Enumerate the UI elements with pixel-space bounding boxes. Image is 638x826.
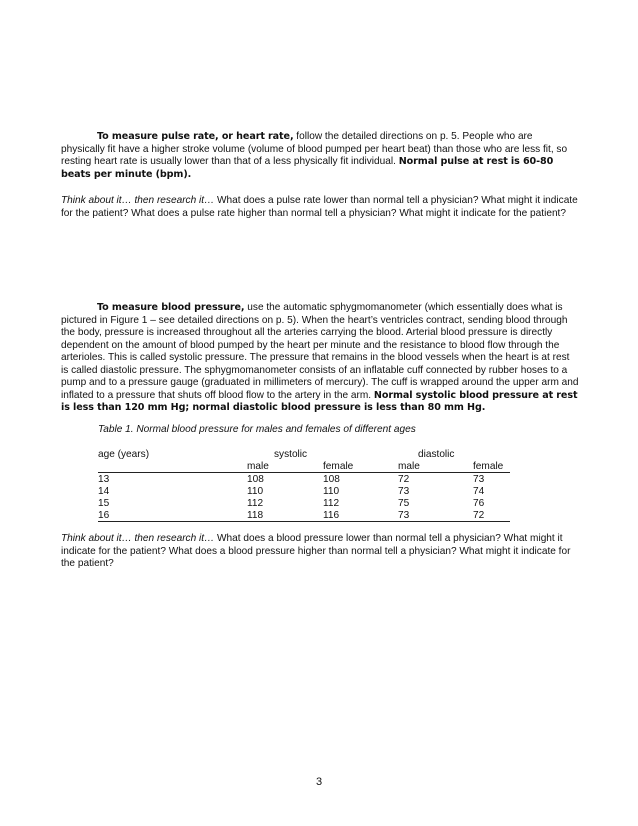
male-diastolic-cell: 73 (398, 486, 410, 497)
pulse-paragraph (61, 131, 579, 181)
think-prompt-2: Think about it… then research it… (61, 533, 215, 544)
male-systolic-cell: 118 (247, 510, 264, 521)
female-diastolic-header: female (473, 461, 504, 472)
female-diastolic-cell: 72 (473, 510, 485, 521)
think-prompt-1: Think about it… then research it… (61, 195, 215, 206)
female-systolic-cell: 112 (323, 498, 340, 509)
diastolic-header: diastolic (418, 449, 455, 460)
female-diastolic-cell: 73 (473, 474, 485, 485)
systolic-header: systolic (274, 449, 308, 460)
think-about-it-pulse (61, 195, 579, 220)
age-header: age (years) (98, 449, 150, 460)
male-diastolic-cell: 72 (398, 474, 410, 485)
age-cell: 13 (98, 474, 110, 485)
think-text-1: What does a pulse rate lower than normal tell a physician? What might it indicate for the patient? What does a pulse rate higher than normal tell a physician? What might it indicate for the patient? (61, 195, 578, 219)
male-systolic-cell: 110 (247, 486, 264, 497)
pulse-normal-range: Normal pulse at rest is 60-80 beats per minute (bpm). (61, 156, 554, 180)
bp-text: use the automatic sphygmomanometer (which essentially does what is pictured in Figure 1 – see detailed directions on p. 5). When the heart’s ventricles contract, sending blood through the body, pressure is increased throughout all the arteries carrying the blood. Arterial blood pressure is directly dependent on the amount of blood pumped by the heart per minute and the resistance to blood flow through the arterioles. This is called systolic pressure. The pressure that remains in the blood vessels when the heart is at rest is called diastolic pressure. The sphygmomanometer consists of an inflatable cuff connected by rubber hoses to a pump and to a pressure gauge (graduated in millimeters of mercury). The cuff is wrapped around the upper arm and inflated to a pressure that shuts off blood flow to the artery in the arm. (61, 302, 579, 401)
male-systolic-header: male (247, 461, 269, 472)
male-systolic-cell: 112 (247, 498, 264, 509)
think-text-2: What does a blood pressure lower than normal tell a physician? What might it indicate for the patient? What does a blood pressure higher than normal tell a physician? What might it indicate for the patient? (61, 533, 571, 569)
pulse-lead: To measure pulse rate, or heart rate, (97, 131, 294, 142)
male-systolic-cell: 108 (247, 474, 264, 485)
bottom-rule (98, 521, 510, 522)
male-diastolic-cell: 75 (398, 498, 410, 509)
table-caption: Table 1. Normal blood pressure for males and females of different ages (98, 424, 416, 435)
age-cell: 15 (98, 498, 110, 509)
blood-pressure-paragraph (61, 302, 579, 415)
female-systolic-cell: 116 (323, 510, 340, 521)
think-about-it-bp (61, 533, 579, 571)
female-systolic-cell: 110 (323, 486, 340, 497)
female-diastolic-cell: 76 (473, 498, 485, 509)
pulse-text: follow the detailed directions on p. 5. People who are physically fit have a higher stroke volume (volume of blood pumped per heart beat) than those who are less fit, so resting heart rate is usually lower than that of a less physically fit individual. (61, 131, 568, 167)
header-rule (98, 472, 510, 473)
female-systolic-cell: 108 (323, 474, 340, 485)
bp-lead: To measure blood pressure, (97, 302, 245, 313)
female-systolic-header: female (323, 461, 354, 472)
male-diastolic-header: male (398, 461, 420, 472)
bp-normal-range: Normal systolic blood pressure at rest is less than 120 mm Hg; normal diastolic blood pressure is less than 80 mm Hg. (61, 389, 578, 413)
page-number: 3 (315, 776, 323, 788)
male-diastolic-cell: 73 (398, 510, 410, 521)
female-diastolic-cell: 74 (473, 486, 485, 497)
age-cell: 16 (98, 510, 110, 521)
age-cell: 14 (98, 486, 110, 497)
